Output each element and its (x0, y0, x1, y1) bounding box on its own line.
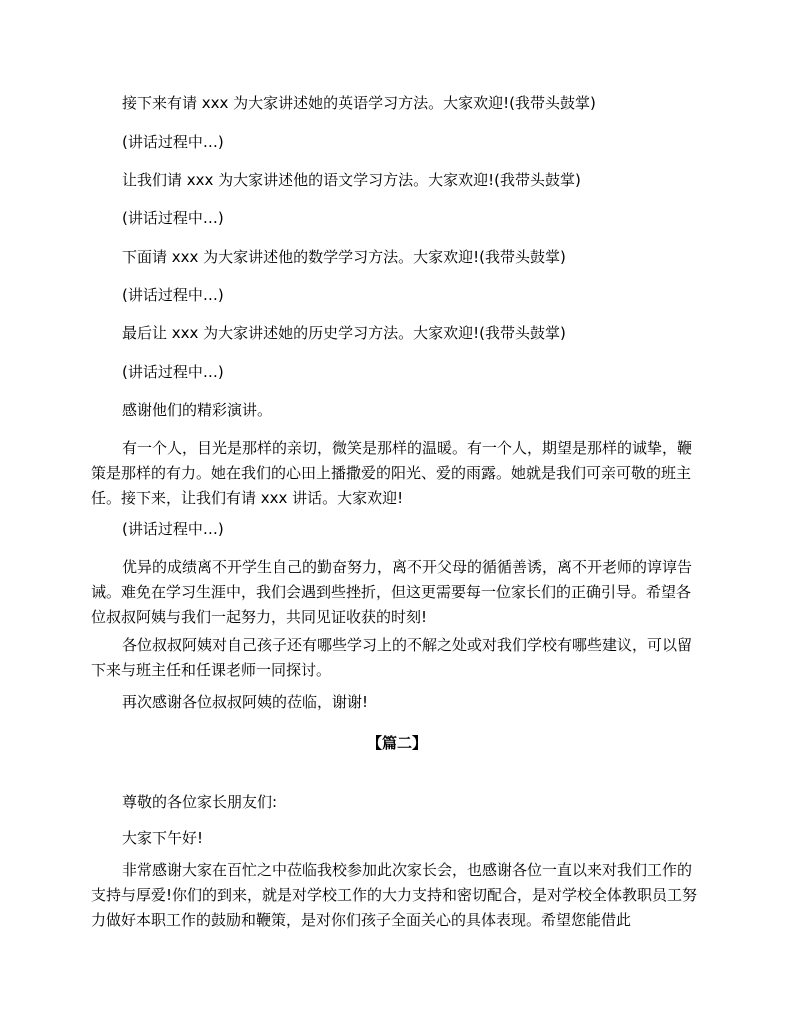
paragraph-closing: 再次感谢各位叔叔阿姨的莅临，谢谢! (122, 693, 369, 711)
section-heading: 【篇二】 (366, 734, 427, 752)
paragraph-speaking-2: (讲话过程中…) (122, 209, 224, 227)
paragraph-chinese-intro: 让我们请 xxx 为大家讲述他的语文学习方法。大家欢迎!(我带头鼓掌) (122, 171, 581, 189)
paragraph-good-afternoon: 大家下午好! (122, 829, 204, 847)
paragraph-speaking-5: (讲话过程中…) (122, 520, 224, 538)
paragraph-speaking-1: (讲话过程中…) (122, 133, 224, 151)
paragraph-math-intro: 下面请 xxx 为大家讲述他的数学学习方法。大家欢迎!(我带头鼓掌) (122, 248, 566, 266)
paragraph-questions: 各位叔叔阿姨对自己孩子还有哪些学习上的不解之处或对我们学校有哪些建议，可以留下来与班主任和任课老师一同探讨。 (91, 636, 693, 679)
paragraph-welcome: 非常感谢大家在百忙之中莅临我校参加此次家长会，也感谢各位一直以来对我们工作的支持与厚爱!你们的到来，就是对学校工作的大力支持和密切配合，是对学校全体教职员工努力做好本职工作的鼓励和鞭策，是对你们孩子全面关心的具体表现。希望您能借此 (91, 861, 698, 929)
paragraph-encouragement: 优异的成绩离不开学生自己的勤奋努力，离不开父母的循循善诱，离不开老师的谆谆告诫。难免在学习生涯中，我们会遇到些挫折，但这更需要每一位家长们的正确引导。希望各位叔叔阿姨与我们一起努力，共同见证收获的时刻! (91, 558, 693, 626)
paragraph-speaking-4: (讲话过程中…) (122, 363, 224, 381)
paragraph-english-intro: 接下来有请 xxx 为大家讲述她的英语学习方法。大家欢迎!(我带头鼓掌) (122, 94, 596, 112)
paragraph-history-intro: 最后让 xxx 为大家讲述她的历史学习方法。大家欢迎!(我带头鼓掌) (122, 324, 566, 342)
paragraph-speaking-3: (讲话过程中…) (122, 286, 224, 304)
paragraph-greeting: 尊敬的各位家长朋友们: (122, 793, 278, 811)
paragraph-thanks: 感谢他们的精彩演讲。 (122, 401, 273, 419)
paragraph-teacher-intro: 有一个人，目光是那样的亲切，微笑是那样的温暖。有一个人，期望是那样的诚挚，鞭策是那样的有力。她在我们的心田上播撒爱的阳光、爱的雨露。她就是我们可亲可敬的班主任。接下来，让我们有请 xxx 讲话。大家欢迎! (91, 439, 693, 507)
